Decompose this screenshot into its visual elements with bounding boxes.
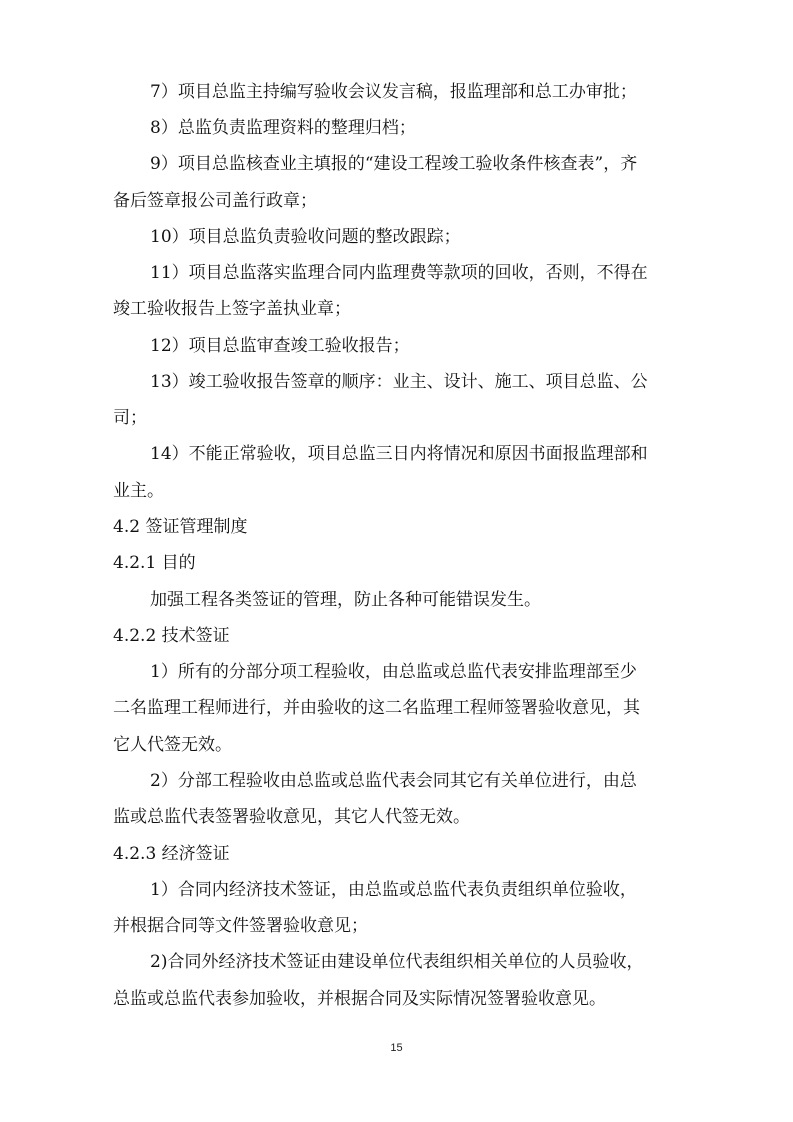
paragraph-item-9-cont: 备后签章报公司盖行政章； xyxy=(113,191,317,211)
paragraph-tech-2-cont: 监或总监代表签署验收意见，其它人代签无效。 xyxy=(113,807,470,827)
paragraph-item-11: 11）项目总监落实监理合同内监理费等款项的回收，否则，不得在 xyxy=(150,263,648,283)
paragraph-tech-1-cont: 二名监理工程师进行，并由验收的这二名监理工程师签署验收意见，其 xyxy=(113,698,640,718)
paragraph-econ-1: 1）合同内经济技术签证，由总监或总监代表负责组织单位验收， xyxy=(150,880,637,900)
paragraph-item-7: 7）项目总监主持编写验收会议发言稿，报监理部和总工办审批； xyxy=(150,82,637,102)
paragraph-tech-2: 2）分部工程验收由总监或总监代表会同其它有关单位进行，由总 xyxy=(150,771,637,791)
paragraph-item-11-cont: 竣工验收报告上签字盖执业章； xyxy=(113,299,351,319)
paragraph-item-8: 8）总监负责监理资料的整理归档； xyxy=(150,118,416,138)
paragraph-item-14-cont: 业主。 xyxy=(113,481,164,501)
section-heading-4-2: 4.2 签证管理制度 xyxy=(113,517,248,537)
paragraph-tech-1-cont2: 它人代签无效。 xyxy=(113,735,232,755)
paragraph-econ-1-cont: 并根据合同等文件签署验收意见； xyxy=(113,916,368,936)
paragraph-item-14: 14）不能正常验收，项目总监三日内将情况和原因书面报监理部和 xyxy=(150,444,648,464)
paragraph-item-13: 13）竣工验收报告签章的顺序：业主、设计、施工、项目总监、公 xyxy=(150,372,648,392)
paragraph-item-9: 9）项目总监核查业主填报的“建设工程竣工验收条件核查表”，齐 xyxy=(150,154,638,174)
paragraph-item-12: 12）项目总监审查竣工验收报告； xyxy=(150,336,410,356)
paragraph-tech-1: 1）所有的分部分项工程验收，由总监或总监代表安排监理部至少 xyxy=(150,662,637,682)
paragraph-purpose: 加强工程各类签证的管理，防止各种可能错误发生。 xyxy=(150,590,541,610)
section-heading-4-2-1: 4.2.1 目的 xyxy=(113,553,196,573)
paragraph-item-13-cont: 司； xyxy=(113,408,147,428)
paragraph-econ-2-cont: 总监或总监代表参加验收，并根据合同及实际情况签署验收意见。 xyxy=(113,989,606,1009)
page-number: 15 xyxy=(390,1042,403,1054)
paragraph-item-10: 10）项目总监负责验收问题的整改跟踪； xyxy=(150,227,461,247)
paragraph-econ-2: 2)合同外经济技术签证由建设单位代表组织相关单位的人员验收， xyxy=(150,952,644,972)
section-heading-4-2-2: 4.2.2 技术签证 xyxy=(113,626,230,646)
section-heading-4-2-3: 4.2.3 经济签证 xyxy=(113,844,230,864)
